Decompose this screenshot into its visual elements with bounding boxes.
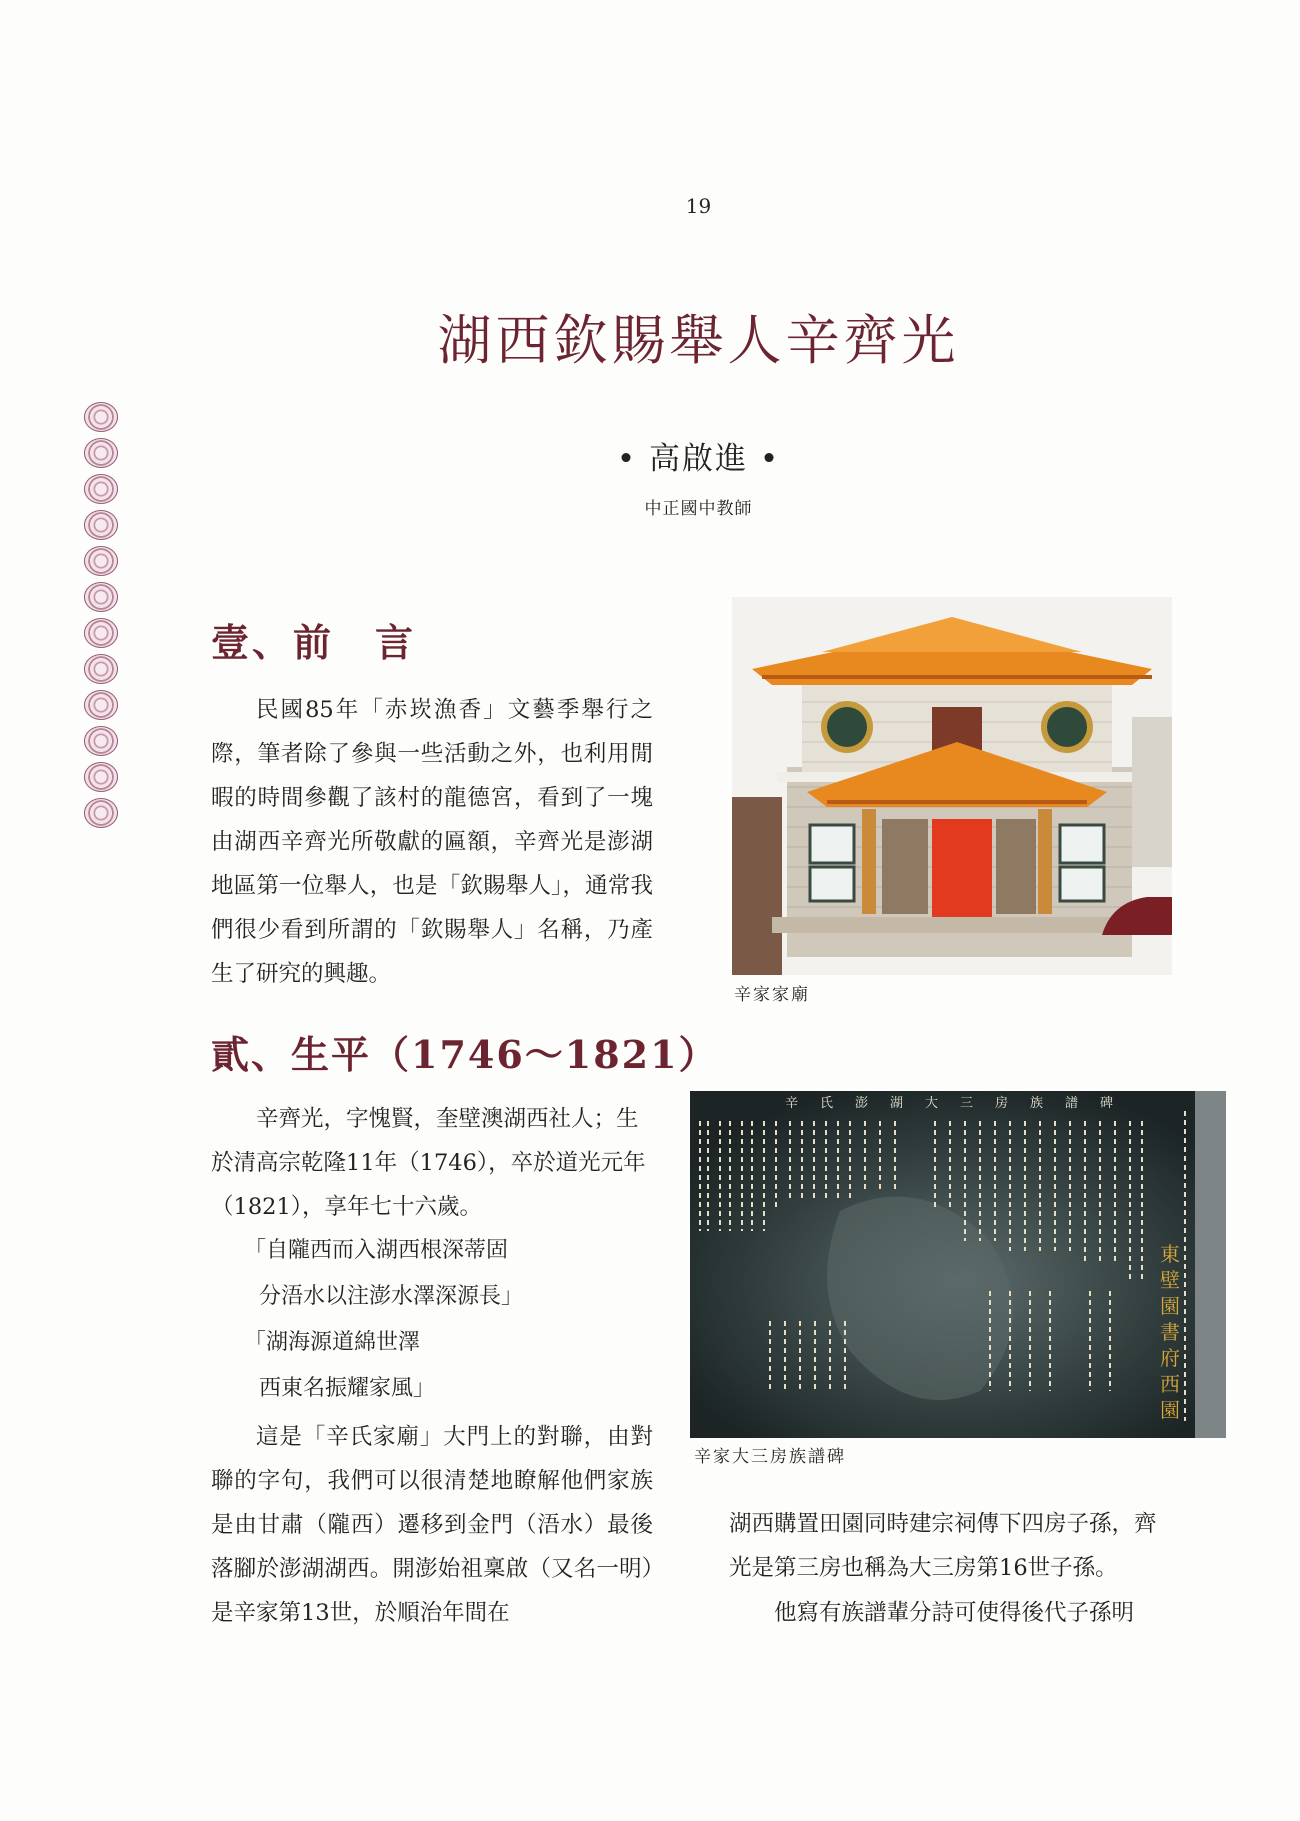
- couplet-line-2: 分浯水以注澎水澤深源長」: [259, 1284, 524, 1309]
- svg-text:西: 西: [1160, 1372, 1180, 1396]
- couplet-line-4: 西東名振耀家風」: [259, 1376, 436, 1401]
- svg-text:東: 東: [1160, 1242, 1180, 1266]
- svg-text:園: 園: [1160, 1398, 1180, 1422]
- couplet-explanation-paragraph: 這是「辛氏家廟」大門上的對聯，由對聯的字句，我們可以很清楚地瞭解他們家族是由甘肅（隴西）遷移到金門（浯水）最後落腳於澎湖湖西。開澎始祖稟啟（又名一明）是辛家第13世，於順治年間在: [211, 1424, 653, 1626]
- svg-text:園: 園: [1160, 1294, 1180, 1318]
- svg-text:壁: 壁: [1160, 1268, 1180, 1292]
- side-ornament: [84, 402, 118, 834]
- stele-photo-caption: 辛家大三房族譜碑: [694, 1447, 846, 1467]
- svg-text:書: 書: [1160, 1320, 1180, 1344]
- author-name: • 高啟進 •: [616, 441, 781, 477]
- section-heading-intro: 壹、前 言: [211, 620, 417, 665]
- article-title: 湖西欽賜舉人辛齊光: [437, 309, 960, 372]
- intro-paragraph: 民國85年「赤崁漁香」文藝季舉行之際，筆者除了參與一些活動之外，也利用閒暇的時間參觀了該村的龍德宮，看到了一塊由湖西辛齊光所敬獻的匾額，辛齊光是澎湖地區第一位舉人，也是「欽賜舉人」，通常我們很少看到所謂的「欽賜舉人」名稱，乃產生了研究的興趣。: [211, 697, 653, 987]
- continuation-paragraph: 湖西購置田園同時建宗祠傳下四房子孫，齊光是第三房也稱為大三房第16世子孫。: [729, 1511, 1157, 1581]
- life-paragraph: 辛齊光，字愧賢，奎壁澳湖西社人；生於清高宗乾隆11年（1746），卒於道光元年（1821），享年七十六歲。: [211, 1106, 646, 1220]
- genealogy-stele-photo: [690, 1091, 1226, 1438]
- genealogy-paragraph: 他寫有族譜輩分詩可使得後代子孫明: [774, 1600, 1135, 1626]
- section-heading-life: 貳、生平（1746～1821）: [211, 1032, 719, 1077]
- couplet-line-1: 「自隴西而入湖西根深蒂固: [244, 1238, 509, 1263]
- author-affiliation: 中正國中教師: [644, 499, 753, 519]
- temple-photo-caption: 辛家家廟: [734, 985, 810, 1005]
- family-temple-photo: [732, 597, 1172, 975]
- couplet-line-3: 「湖海源道綿世澤: [244, 1330, 421, 1355]
- page-number: 19: [685, 194, 712, 218]
- svg-text:府: 府: [1160, 1346, 1180, 1370]
- stele-header: 辛氏澎湖大三房族譜碑: [785, 1096, 1136, 1111]
